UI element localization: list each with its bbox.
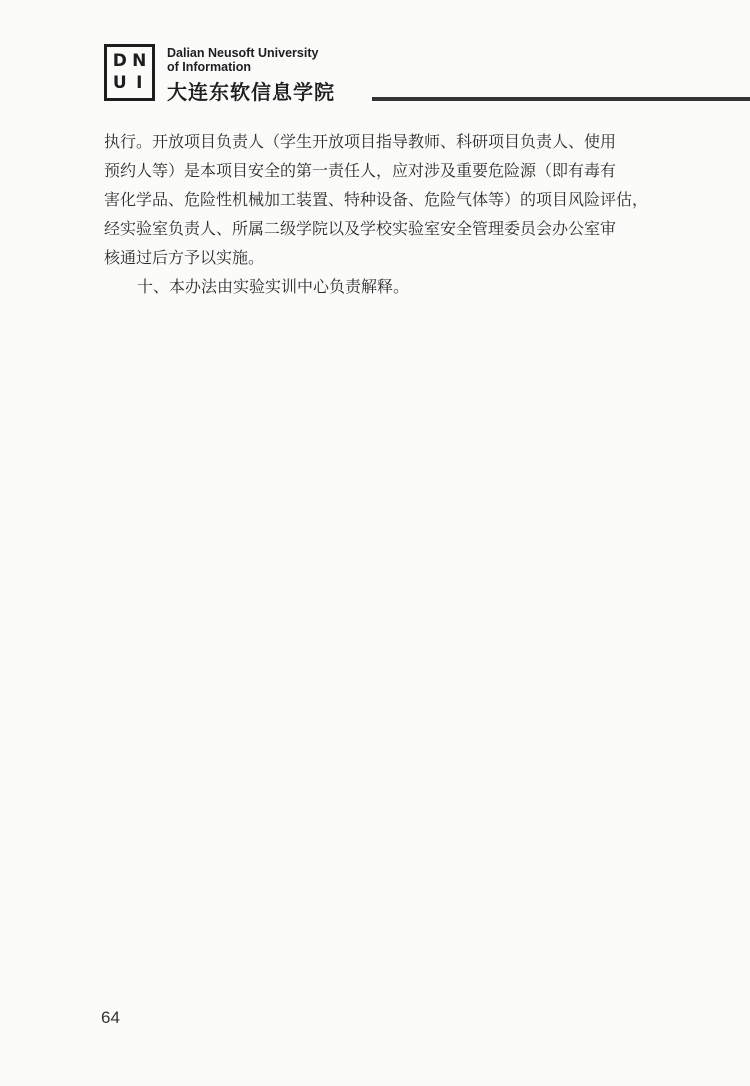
logo-letter-i: I [136,73,143,94]
logo-letter-u: U [112,73,127,94]
logo-letter-n: N [132,50,147,71]
document-body [104,127,664,301]
university-name-en-line1: Dalian Neusoft University [167,46,319,60]
body-line: 预约人等）是本项目安全的第一责任人，应对涉及重要危险源（即有毒有 [104,161,617,180]
body-line: 执行。开放项目负责人（学生开放项目指导教师、科研项目负责人、使用 [104,132,617,151]
logo-letter-d: D [112,50,127,71]
university-name-chinese: 大连东软信息学院 [167,80,335,104]
university-name-english [167,46,318,74]
university-name-en-line2: of Information [167,60,252,74]
university-logo [104,44,155,101]
header-divider [372,97,750,101]
body-line: 经实验室负责人、所属二级学院以及学校实验室安全管理委员会办公室审 [104,219,617,238]
body-line: 害化学品、危险性机械加工装置、特种设备、危险气体等）的项目风险评估， [104,190,649,209]
clause-ten-paragraph: 十、本办法由实验实训中心负责解释。 [137,277,410,296]
body-line: 核通过后方予以实施。 [104,248,265,267]
page-number: 64 [101,1008,120,1027]
